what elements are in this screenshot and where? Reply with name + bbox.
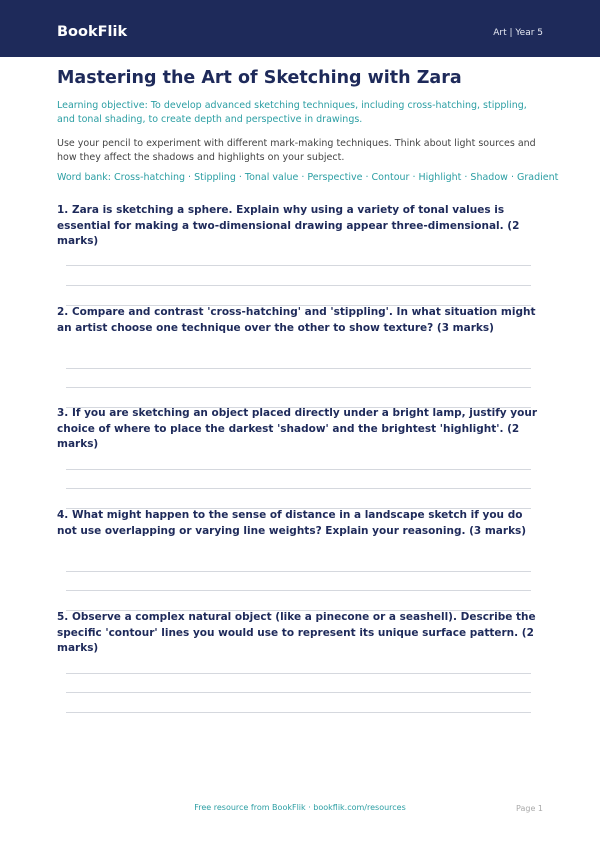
instructions-text: Use your pencil to experiment with different mark-making techniques. Think about light sources and how they affect the shadows and highlights on your subject. — [57, 138, 536, 163]
header-bar — [0, 0, 600, 57]
footer-link[interactable]: Free resource from BookFlik · bookflik.com/resources — [194, 803, 406, 812]
question-5: 5. Observe a complex natural object (like a pinecone or a seashell). Describe the specific 'contour' lines you would use to represent its unique surface pattern. (2 marks) — [57, 611, 536, 654]
question-1: 1. Zara is sketching a sphere. Explain why using a variety of tonal values is essential for making a two-dimensional drawing appear three-dimensional. (2 marks) — [57, 204, 520, 247]
question-3: 3. If you are sketching an object placed directly under a bright lamp, justify your choice of where to place the darkest 'shadow' and the brightest 'highlight'. (2 marks) — [57, 407, 538, 450]
word-bank: Word bank: Cross-hatching · Stippling · Tonal value · Perspective · Contour · Highlight · Shadow · Gradient — [57, 172, 559, 183]
answer-line — [66, 590, 531, 591]
answer-line — [66, 265, 531, 266]
question-4: 4. What might happen to the sense of distance in a landscape sketch if you do not use overlapping or varying line weights? Explain your reasoning. (3 marks) — [57, 509, 527, 537]
answer-line — [66, 692, 531, 693]
answer-line — [66, 488, 531, 489]
answer-line — [66, 673, 531, 674]
subject-year-label: Art | Year 5 — [493, 28, 543, 38]
answer-line — [66, 285, 531, 286]
page-title: Mastering the Art of Sketching with Zara — [57, 68, 462, 88]
learning-objective: Learning objective: To develop advanced sketching techniques, including cross-hatching, stippling, and tonal shading, to create depth and perspective in drawings. — [57, 100, 527, 125]
answer-line — [66, 387, 531, 388]
answer-line — [66, 571, 531, 572]
brand-logo: BookFlik — [57, 24, 128, 40]
answer-line — [66, 712, 531, 713]
page-number: Page 1 — [516, 804, 543, 813]
answer-line — [66, 469, 531, 470]
question-2: 2. Compare and contrast 'cross-hatching' and 'stippling'. In what situation might an artist choose one technique over the other to show texture? (3 marks) — [57, 306, 536, 334]
answer-line — [66, 368, 531, 369]
